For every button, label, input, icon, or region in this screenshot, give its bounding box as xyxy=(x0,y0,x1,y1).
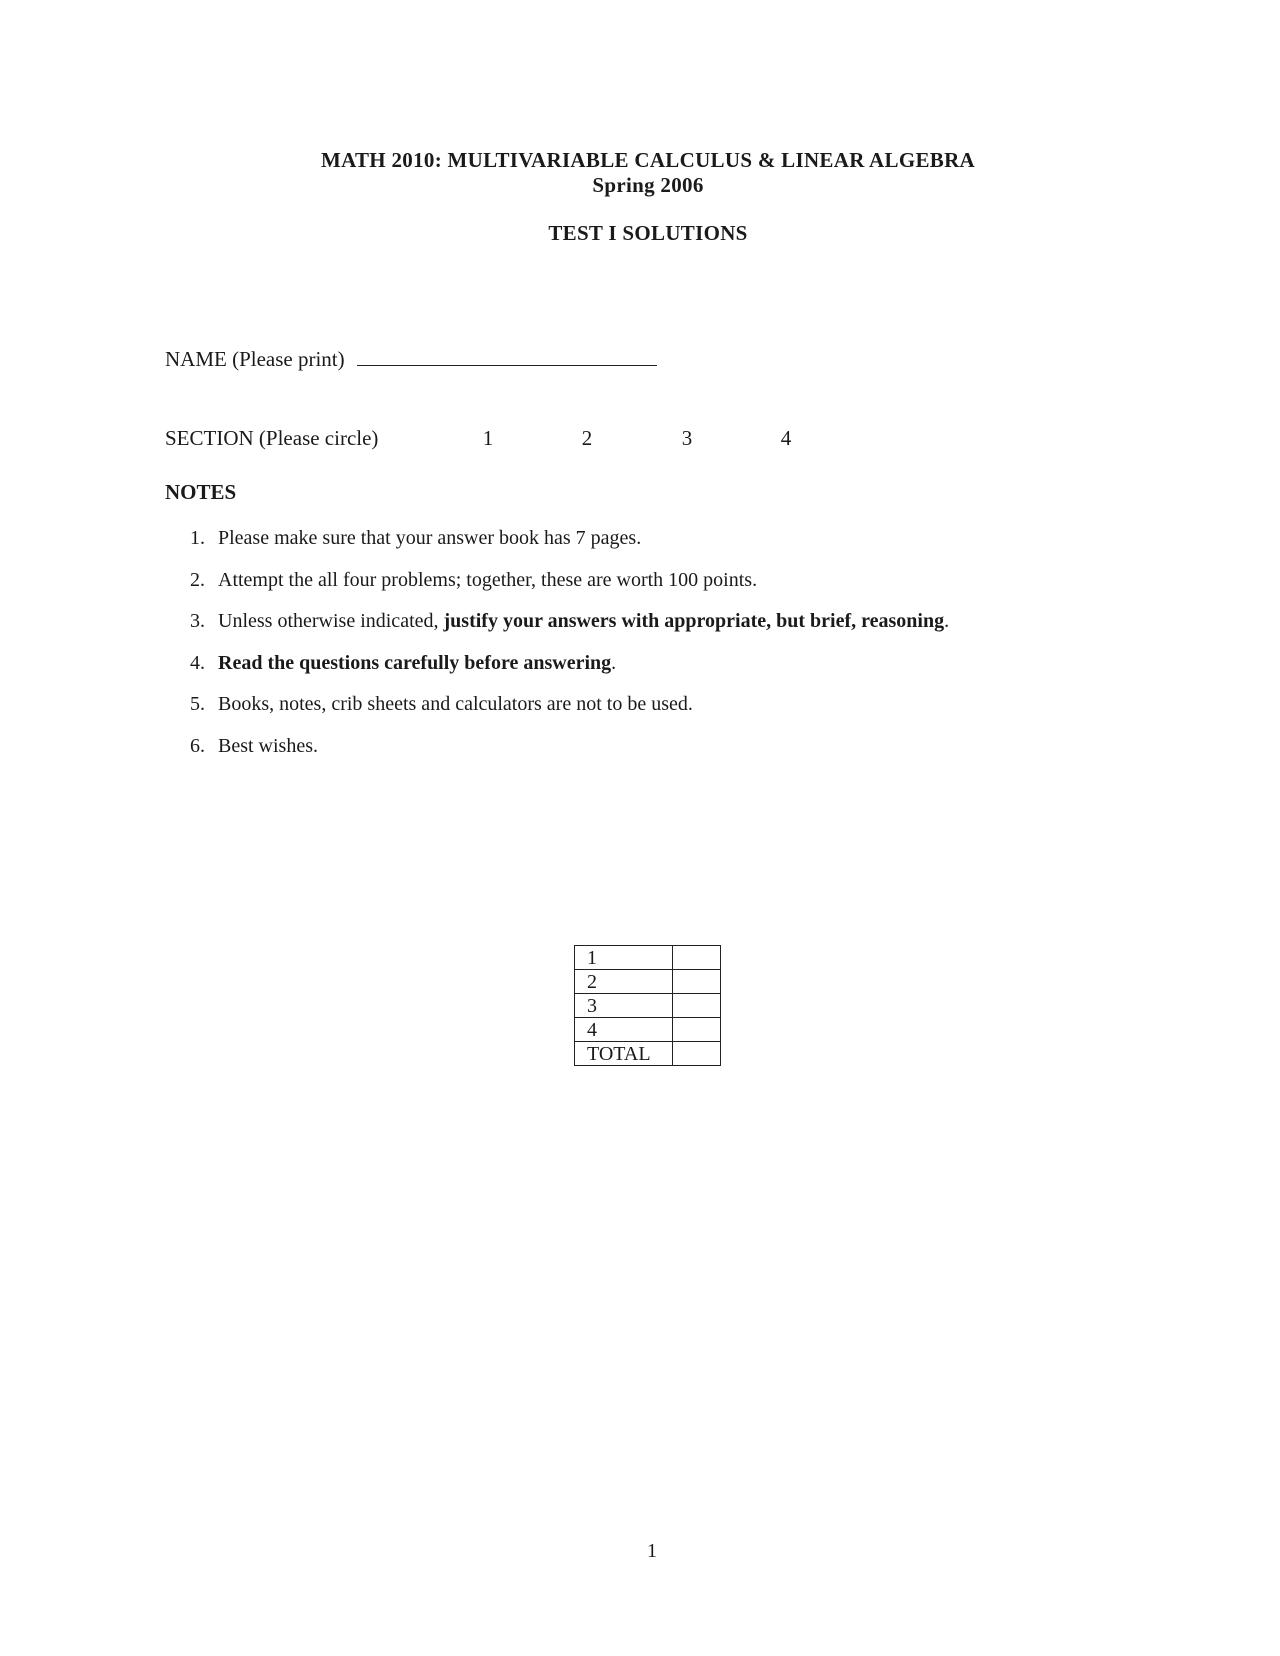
section-option-4[interactable]: 4 xyxy=(780,426,792,450)
note-text: Best wishes. xyxy=(218,734,318,757)
note-item xyxy=(190,651,1190,693)
note-trailing-text: . xyxy=(944,610,950,632)
score-entry-cell[interactable] xyxy=(673,970,721,994)
name-label: NAME (Please print) xyxy=(165,347,345,371)
name-field xyxy=(165,347,657,372)
score-row-label: 3 xyxy=(575,994,673,1018)
score-row xyxy=(575,946,721,970)
score-row-label: 1 xyxy=(575,946,673,970)
note-item xyxy=(190,568,1190,610)
score-row-total xyxy=(575,1042,721,1066)
score-entry-cell[interactable] xyxy=(673,1018,721,1042)
note-item xyxy=(190,609,1190,651)
score-total-cell[interactable] xyxy=(673,1042,721,1066)
section-label: SECTION (Please circle) xyxy=(165,426,379,450)
note-trailing-text: . xyxy=(611,651,617,674)
score-row-label: 2 xyxy=(575,970,673,994)
note-number: 5. xyxy=(190,693,205,715)
note-number: 6. xyxy=(190,734,205,757)
score-entry-cell[interactable] xyxy=(673,994,721,1018)
score-row xyxy=(575,970,721,994)
section-field xyxy=(165,426,865,454)
note-text: Books, notes, crib sheets and calculators are not to be used. xyxy=(218,693,693,715)
note-number: 4. xyxy=(190,651,205,674)
score-row xyxy=(575,1018,721,1042)
note-text: Please make sure that your answer book has 7 pages. xyxy=(218,527,642,549)
note-number: 1. xyxy=(190,527,205,549)
note-bold-text: Read the questions carefully before answering xyxy=(218,651,612,674)
note-item xyxy=(190,692,1190,734)
note-number: 2. xyxy=(190,568,205,591)
section-option-1[interactable]: 1 xyxy=(482,426,494,450)
course-title: MATH 2010: MULTIVARIABLE CALCULUS & LINEAR ALGEBRA xyxy=(320,148,976,172)
term-label: Spring 2006 xyxy=(592,173,704,197)
note-text: Attempt the all four problems; together, these are worth 100 points. xyxy=(218,568,758,591)
test-title: TEST I SOLUTIONS xyxy=(548,221,748,245)
section-option-2[interactable]: 2 xyxy=(581,426,593,450)
score-total-label: TOTAL xyxy=(575,1042,673,1066)
section-option-3[interactable]: 3 xyxy=(681,426,693,450)
page-number: 1 xyxy=(647,1540,657,1562)
notes-list xyxy=(190,526,1190,775)
note-item xyxy=(190,734,1190,776)
name-blank-line[interactable] xyxy=(357,347,657,366)
score-row-label: 4 xyxy=(575,1018,673,1042)
note-bold-text: justify your answers with appropriate, but brief, reasoning xyxy=(443,610,945,632)
notes-heading: NOTES xyxy=(165,480,237,504)
note-text: Unless otherwise indicated, xyxy=(218,610,444,632)
score-row xyxy=(575,994,721,1018)
note-item xyxy=(190,526,1190,568)
note-number: 3. xyxy=(190,610,205,632)
score-entry-cell[interactable] xyxy=(673,946,721,970)
score-table xyxy=(574,945,721,1066)
